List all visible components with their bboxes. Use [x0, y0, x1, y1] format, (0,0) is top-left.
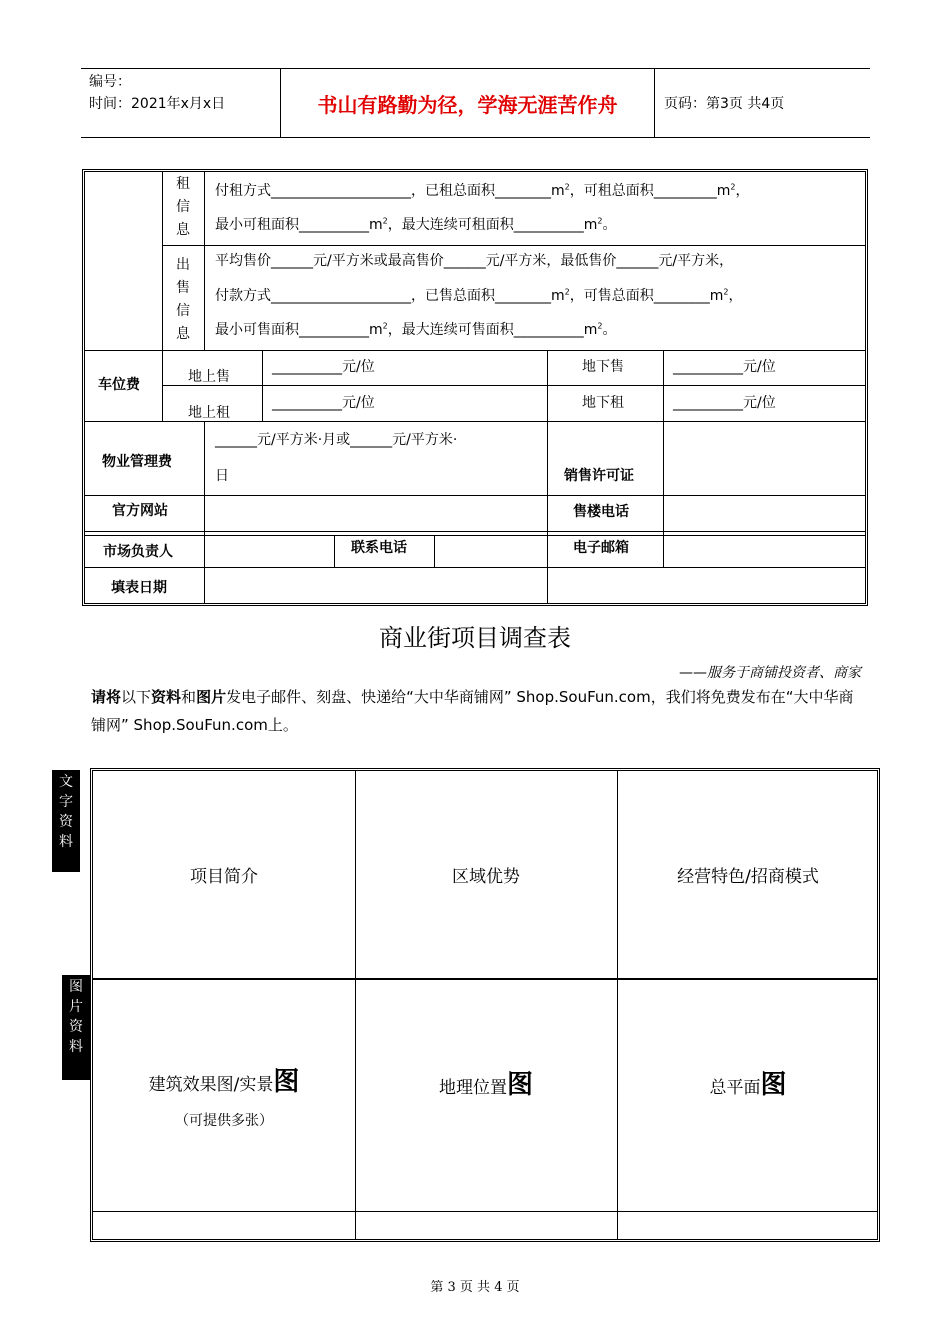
property-info-table [82, 169, 868, 606]
header-meta [81, 69, 281, 137]
survey-intro: 请将以下资料和图片发电子邮件、刻盘、快递给“大中华商铺网” Shop.SouFun.com，我们将免费发布在“大中华商铺网” Shop.SouFun.com上。 [91, 688, 854, 734]
below-rent-label: 地下租 [582, 395, 624, 411]
below-rent-value: __________元/位 [673, 395, 776, 411]
cell-location-map: 地理位置图 [438, 1070, 533, 1100]
number-label: 编号： [89, 74, 131, 90]
sale-info-label: 出 售 信 息 [176, 257, 190, 342]
parking-fee-label: 车位费 [98, 377, 140, 393]
cell-business-feature: 经营特色/招商模式 [677, 867, 819, 887]
market-head-label: 市场负责人 [103, 544, 173, 560]
sidebar-text-materials: 文字资料 [52, 770, 80, 872]
header-motto: 书山有路勤为径，学海无涯苦作舟 [281, 69, 655, 137]
cell-building-render: 建筑效果图/实景图 （可提供多张） [148, 1067, 300, 1129]
rent-line-2: 最小可租面积$\_\_\_\_\_\_\_\_\_\_m^2$，最大连续可租面积$\_\_\_\_\_\_\_\_\_\_m^2$。 [215, 216, 617, 233]
cell-site-plan: 总平面图 [709, 1070, 787, 1100]
sale-line-3: 最小可售面积$\_\_\_\_\_\_\_\_\_\_m^2$，最大连续可售面积$\_\_\_\_\_\_\_\_\_\_m^2$。 [215, 321, 617, 338]
sales-permit-label: 销售许可证 [564, 468, 634, 484]
above-rent-value: __________元/位 [272, 395, 375, 411]
render-note: （可提供多张） [175, 1113, 273, 1129]
sidebar-picture-materials: 图片资料 [62, 975, 90, 1080]
cell-project-intro: 项目简介 [190, 867, 258, 887]
above-rent-label: 地上租 [188, 405, 230, 421]
survey-title: 商业街项目调查表 [379, 624, 571, 652]
email-label: 电子邮箱 [573, 540, 629, 556]
sale-line-2: 付款方式____________________，已售总面积$\_\_\_\_\_\_\_\_m^2$，可售总面积$\_\_\_\_\_\_\_\_m^2$， [215, 287, 743, 304]
property-fee-value-2: 日 [215, 468, 229, 484]
rent-info-label: 租 信 息 [176, 176, 190, 238]
above-sale-label: 地上售 [188, 369, 230, 385]
rent-line-1: 付租方式____________________，已租总面积$\_\_\_\_\_\_\_\_m^2$，可租总面积$\_\_\_\_\_\_\_\_\_m^2$， [215, 182, 750, 199]
survey-subtitle: ——服务于商铺投资者、商家 [679, 665, 861, 681]
cell-region-advantage: 区域优势 [452, 867, 520, 887]
sales-phone-label: 售楼电话 [573, 504, 629, 520]
fill-date-label: 填表日期 [111, 580, 167, 596]
sale-line-1: 平均售价______元/平方米或最高售价______元/平方米，最低售价______元/平方米， [215, 253, 734, 269]
page-footer: 第 3 页 共 4 页 [430, 1280, 520, 1295]
materials-grid [90, 768, 880, 1242]
property-fee-value-1: ______元/平方米·月或______元/平方米· [215, 432, 458, 448]
page-header [81, 68, 870, 138]
above-sale-value: __________元/位 [272, 359, 375, 375]
page-label: 页码：第3页 共4页 [664, 96, 785, 112]
property-fee-label: 物业管理费 [102, 454, 172, 470]
below-sale-value: __________元/位 [673, 359, 776, 375]
website-label: 官方网站 [112, 503, 168, 519]
contact-phone-label: 联系电话 [351, 540, 407, 556]
time-label: 时间：2021年x月x日 [89, 96, 226, 112]
below-sale-label: 地下售 [582, 359, 624, 375]
